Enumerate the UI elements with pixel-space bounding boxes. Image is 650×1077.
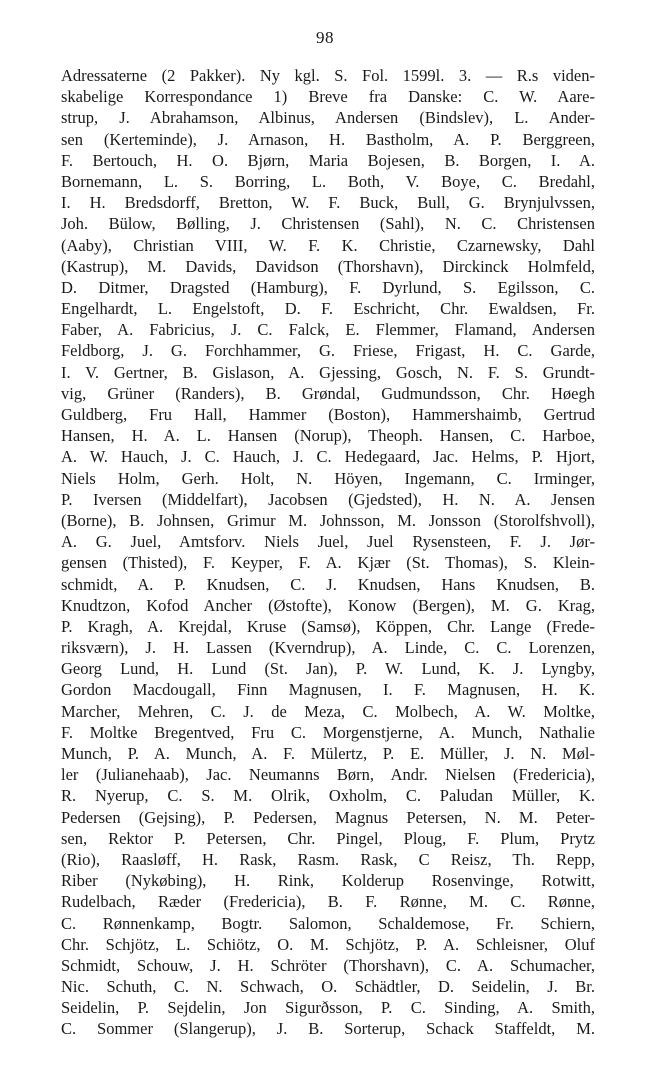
text-line: Munch, P. A. Munch, A. F. Mülertz, P. E. Müller, J. N. Møl- — [61, 744, 595, 763]
text-line: (Aaby), Christian VIII, W. F. K. Christie, Czarnewsky, Dahl — [61, 235, 595, 255]
text-line: I. V. Gertner, B. Gislason, A. Gjessing, Gosch, N. F. S. Grundt- — [61, 362, 595, 382]
text-line: Rudelbach, Ræder (Fredericia), B. F. Rønne, M. C. Rønne, — [61, 892, 595, 912]
text-line: I. H. Bredsdorff, Bretton, W. F. Buck, Bull, G. Brynjulvssen, — [61, 193, 595, 213]
text-line: riksværn), J. H. Lassen (Kverndrup), A. Linde, C. C. Lorenzen, — [61, 638, 595, 658]
text-line: ler (Julianehaab), Jac. Neumanns Børn, Andr. Nielsen (Fredericia), — [61, 765, 595, 785]
text-line: C. Sommer (Slangerup), J. B. Sorterup, Schack Staffeldt, M. — [61, 1019, 595, 1039]
text-line: Bornemann, L. S. Borring, L. Both, V. Boye, C. Bredahl, — [61, 171, 595, 191]
text-line: C. Rønnenkamp, Bogtr. Salomon, Schaldemose, Fr. Schiern, — [61, 913, 595, 933]
text-line: Faber, A. Fabricius, J. C. Falck, E. Flemmer, Flamand, Andersen — [61, 320, 595, 340]
text-line: Gordon Macdougall, Finn Magnusen, I. F. Magnusen, H. K. — [61, 680, 595, 700]
text-line: D. Ditmer, Dragsted (Hamburg), F. Dyrlund, S. Egilsson, C. — [61, 277, 595, 297]
text-line: F. Moltke Bregentved, Fru C. Morgenstjerne, A. Munch, Nathalie — [61, 722, 595, 742]
text-line: P. Iversen (Middelfart), Jacobsen (Gjedsted), H. N. A. Jensen — [61, 489, 595, 509]
text-line: Nic. Schuth, C. N. Schwach, O. Schädtler, D. Seidelin, J. Br. — [61, 977, 595, 997]
text-line: F. Bertouch, H. O. Bjørn, Maria Bojesen, B. Borgen, I. A. — [61, 150, 595, 170]
text-line: strup, J. Abrahamson, Albinus, Andersen (Bindslev), L. Ander- — [61, 108, 595, 128]
text-line: Engelhardt, L. Engelstoft, D. F. Eschricht, Chr. Ewaldsen, Fr. — [61, 299, 595, 319]
text-line: Chr. Schjötz, L. Schiötz, O. M. Schjötz, P. A. Schleisner, Oluf — [61, 934, 595, 954]
page-number: 98 — [316, 28, 334, 47]
text-line: skabelige Korrespondance 1) Breve fra Danske: C. W. Aare- — [61, 87, 595, 107]
text-line: P. Kragh, A. Krejdal, Kruse (Samsø), Köppen, Chr. Lange (Frede- — [61, 616, 595, 636]
text-line: Georg Lund, H. Lund (St. Jan), P. W. Lund, K. J. Lyngby, — [61, 659, 595, 679]
text-line: Knudtzon, Kofod Ancher (Østofte), Konow (Bergen), M. G. Krag, — [61, 595, 595, 615]
text-line: Joh. Bülow, Bølling, J. Christensen (Sahl), N. C. Christensen — [61, 214, 595, 234]
text-line: sen, Rektor P. Petersen, Chr. Pingel, Ploug, F. Plum, Prytz — [61, 828, 595, 848]
text-line: Feldborg, J. G. Forchhammer, G. Friese, Frigast, H. C. Garde, — [61, 341, 595, 361]
text-line: Niels Holm, Gerh. Holt, N. Höyen, Ingemann, C. Irminger, — [61, 468, 595, 488]
text-line: Seidelin, P. Sejdelin, Jon Sigurðsson, P. C. Sinding, A. Smith, — [61, 998, 595, 1018]
text-line: sen (Kerteminde), J. Arnason, H. Bastholm, A. P. Berggreen, — [61, 129, 595, 149]
text-line: vig, Grüner (Randers), B. Grøndal, Gudmundsson, Chr. Høegh — [61, 383, 595, 403]
body-text — [61, 65, 595, 1040]
text-line: Pedersen (Gejsing), P. Pedersen, Magnus Petersen, N. M. Peter- — [61, 807, 595, 827]
text-line: Hansen, H. A. L. Hansen (Norup), Theoph. Hansen, C. Harboe, — [61, 426, 595, 446]
text-line: schmidt, A. P. Knudsen, C. J. Knudsen, Hans Knudsen, B. — [61, 574, 595, 594]
text-line: Marcher, Mehren, C. J. de Meza, C. Molbech, A. W. Moltke, — [61, 701, 595, 721]
text-line: (Rio), Raasløff, H. Rask, Rasm. Rask, C Reisz, Th. Repp, — [61, 849, 595, 869]
text-line: A. G. Juel, Amtsforv. Niels Juel, Juel Rysensteen, F. J. Jør- — [61, 532, 595, 552]
text-line: R. Nyerup, C. S. M. Olrik, Oxholm, C. Paludan Müller, K. — [61, 786, 595, 806]
text-line: Riber (Nykøbing), H. Rink, Kolderup Rosenvinge, Rotwitt, — [61, 871, 595, 891]
text-line: (Borne), B. Johnsen, Grimur M. Johnsson, M. Jonsson (Storolfshvoll), — [61, 510, 595, 530]
text-line: Guldberg, Fru Hall, Hammer (Boston), Hammershaimb, Gertrud — [61, 405, 595, 424]
text-line: (Kastrup), M. Davids, Davidson (Thorshavn), Dirckinck Holmfeld, — [61, 256, 595, 276]
text-line: Schmidt, Schouw, J. H. Schröter (Thorshavn), C. A. Schumacher, — [61, 955, 595, 975]
text-line: gensen (Thisted), F. Keyper, F. A. Kjær (St. Thomas), S. Klein- — [61, 553, 595, 573]
text-line: Adressaterne (2 Pakker). Ny kgl. S. Fol. 1599l. 3. — R.s viden- — [61, 66, 595, 85]
text-line: A. W. Hauch, J. C. Hauch, J. C. Hedegaard, Jac. Helms, P. Hjort, — [61, 447, 595, 467]
